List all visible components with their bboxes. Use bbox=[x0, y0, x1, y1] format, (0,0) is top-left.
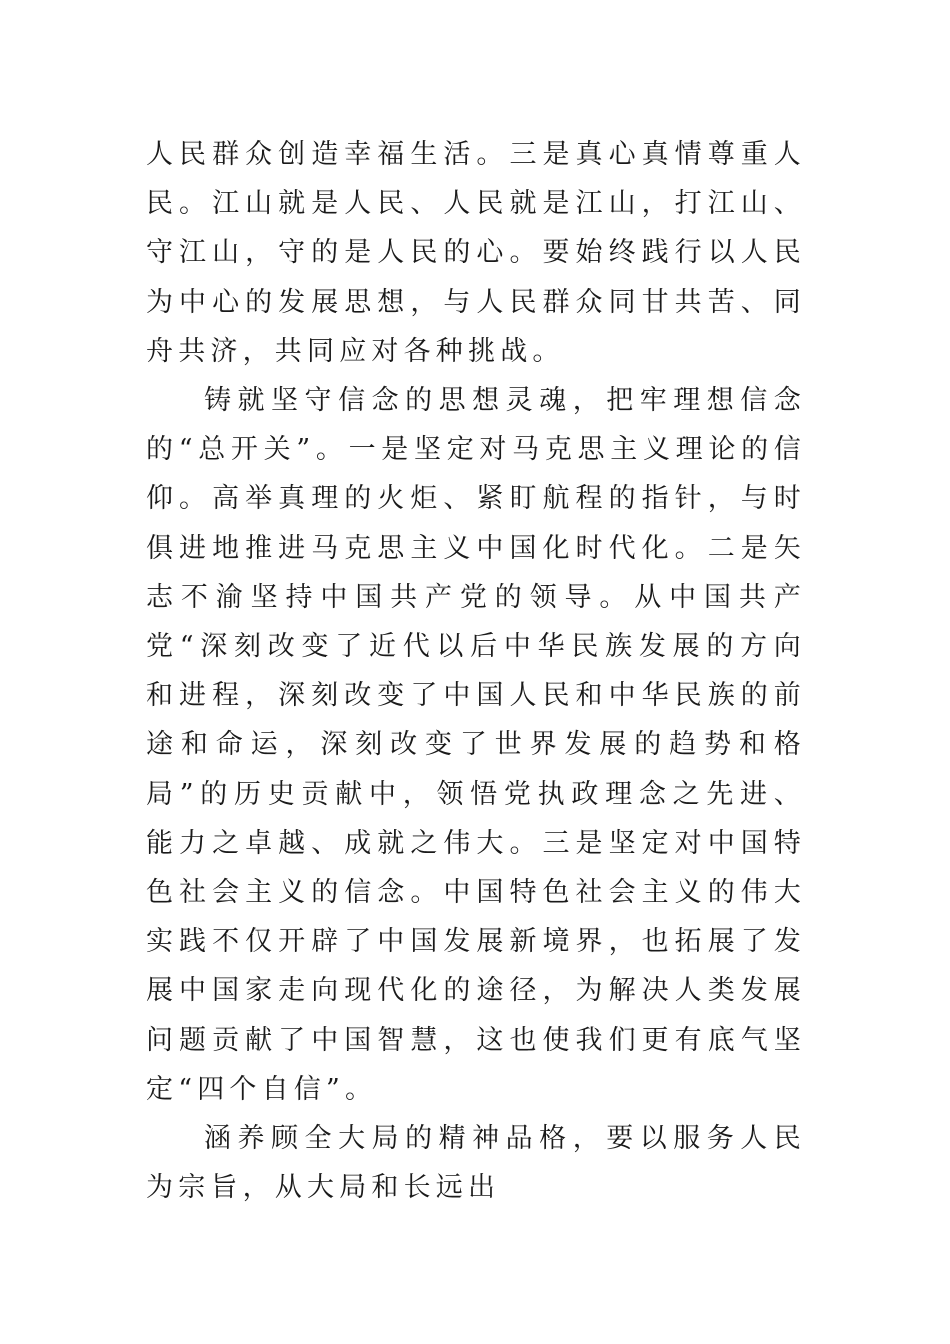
body-text bbox=[146, 130, 806, 1212]
paragraph-1: 人民群众创造幸福生活。三是真心真情尊重人民。江山就是人民、人民就是江山，打江山、守江山，守的是人民的心。要始终践行以人民为中心的发展思想，与人民群众同甘共苦、同舟共济，共同应对各种挑战。 bbox=[146, 139, 806, 367]
paragraph-2: 铸就坚守信念的思想灵魂，把牢理想信念的“总开关”。一是坚定对马克思主义理论的信仰。高举真理的火炬、紧盯航程的指针，与时俱进地推进马克思主义中国化时代化。二是矢志不渝坚持中国共产党的领导。从中国共产党“深刻改变了近代以后中华民族发展的方向和进程，深刻改变了中国人民和中华民族的前途和命运，深刻改变了世界发展的趋势和格局”的历史贡献中，领悟党执政理念之先进、能力之卓越、成就之伟大。三是坚定对中国特色社会主义的信念。中国特色社会主义的伟大实践不仅开辟了中国发展新境界，也拓展了发展中国家走向现代化的途径，为解决人类发展问题贡献了中国智慧，这也使我们更有底气坚定“四个自信”。 bbox=[146, 385, 806, 1105]
paragraph-3: 涵养顾全大局的精神品格，要以服务人民为宗旨，从大局和长远出 bbox=[146, 1123, 806, 1204]
